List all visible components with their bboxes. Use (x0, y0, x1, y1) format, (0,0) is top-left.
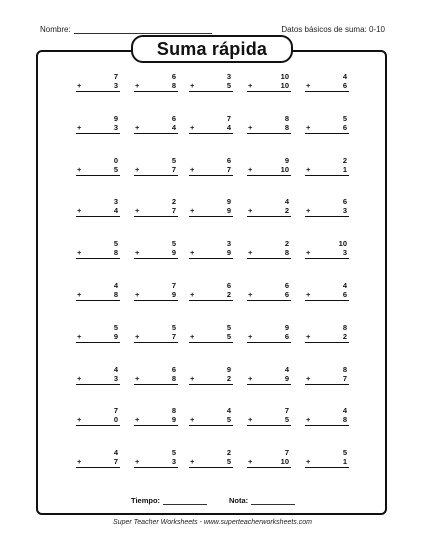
addend-top: 5 (171, 239, 176, 249)
addend-bottom: 10 (280, 81, 289, 90)
plus-sign: + (248, 373, 253, 383)
problem-9-3 (189, 406, 233, 428)
name-field[interactable] (40, 25, 212, 34)
plus-sign: + (190, 122, 195, 132)
plus-sign: + (190, 457, 195, 467)
addend-top: 5 (113, 322, 118, 332)
addend-bottom: 9 (171, 415, 176, 425)
addend-bottom: 8 (113, 290, 118, 299)
plus-sign: + (77, 164, 82, 174)
problem-3-2 (134, 156, 178, 178)
addend-bottom: 1 (342, 164, 347, 174)
plus-sign: + (306, 248, 311, 258)
addend-top: 7 (113, 406, 118, 416)
problem-7-2 (134, 323, 178, 345)
addend-bottom: 2 (226, 373, 231, 383)
addend-bottom-row (189, 81, 233, 92)
problem-6-5 (305, 281, 349, 303)
addend-bottom-row (76, 332, 120, 343)
problem-5-4 (247, 239, 291, 261)
plus-sign: + (77, 248, 82, 258)
plus-sign: + (190, 206, 195, 216)
problem-1-1 (76, 72, 120, 94)
problem-3-1 (76, 156, 120, 178)
addend-bottom: 9 (226, 248, 231, 258)
addend-top: 4 (342, 281, 347, 290)
addend-bottom-row (305, 374, 349, 385)
plus-sign: + (190, 81, 195, 90)
problem-6-3 (189, 281, 233, 303)
addend-top: 5 (171, 155, 176, 165)
addend-bottom-row (76, 290, 120, 301)
addend-bottom-row (189, 290, 233, 301)
addend-bottom: 4 (113, 206, 118, 216)
addend-bottom: 4 (171, 122, 176, 132)
addend-bottom: 6 (342, 290, 347, 299)
addend-bottom: 9 (226, 206, 231, 216)
addend-top: 6 (171, 364, 176, 374)
addend-bottom-row (305, 123, 349, 134)
problem-7-4 (247, 323, 291, 345)
grade-line[interactable] (251, 497, 295, 505)
addend-top: 5 (113, 239, 118, 249)
addend-top: 9 (284, 322, 289, 332)
time-line[interactable] (163, 497, 207, 505)
plus-sign: + (135, 122, 140, 132)
addend-bottom-row (76, 123, 120, 134)
plus-sign: + (135, 81, 140, 90)
addend-bottom: 1 (342, 457, 347, 467)
addend-top: 7 (113, 72, 118, 81)
addend-bottom: 8 (171, 81, 176, 90)
addend-bottom-row (134, 332, 178, 343)
addend-bottom: 9 (113, 331, 118, 341)
addend-top: 4 (284, 364, 289, 374)
problem-1-4 (247, 72, 291, 94)
addend-bottom-row (189, 332, 233, 343)
addend-bottom: 5 (284, 415, 289, 425)
addend-bottom: 4 (226, 122, 231, 132)
addend-bottom-row (189, 248, 233, 259)
addend-bottom: 9 (171, 290, 176, 299)
addend-bottom: 5 (226, 331, 231, 341)
plus-sign: + (135, 415, 140, 425)
addend-top: 4 (284, 197, 289, 207)
addend-bottom-row (305, 206, 349, 217)
addend-top: 8 (171, 406, 176, 416)
addend-top: 3 (226, 72, 231, 81)
addend-top: 4 (113, 281, 118, 290)
problem-5-2 (134, 239, 178, 261)
addend-bottom-row (134, 374, 178, 385)
addend-top: 4 (226, 406, 231, 416)
addend-top: 9 (226, 364, 231, 374)
addend-bottom: 2 (284, 206, 289, 216)
addend-bottom: 8 (113, 248, 118, 258)
addend-top: 7 (171, 281, 176, 290)
plus-sign: + (248, 290, 253, 299)
problem-10-3 (189, 448, 233, 470)
problem-10-4 (247, 448, 291, 470)
addend-top: 6 (226, 281, 231, 290)
plus-sign: + (248, 331, 253, 341)
addend-top: 2 (342, 155, 347, 165)
addend-top: 5 (171, 322, 176, 332)
addend-bottom-row (247, 290, 291, 301)
problem-5-3 (189, 239, 233, 261)
addend-top: 2 (171, 197, 176, 207)
plus-sign: + (248, 164, 253, 174)
addend-bottom-row (134, 81, 178, 92)
plus-sign: + (306, 331, 311, 341)
addend-bottom-row (76, 81, 120, 92)
plus-sign: + (306, 373, 311, 383)
plus-sign: + (306, 206, 311, 216)
problem-6-4 (247, 281, 291, 303)
addend-bottom-row (305, 457, 349, 468)
addend-top: 6 (226, 155, 231, 165)
problem-2-2 (134, 114, 178, 136)
addend-bottom: 6 (342, 81, 347, 90)
addend-bottom-row (305, 81, 349, 92)
addend-bottom-row (247, 415, 291, 426)
worksheet-subtitle: Datos básicos de suma: 0-10 (281, 25, 385, 34)
addend-top: 4 (113, 448, 118, 458)
addend-bottom-row (134, 290, 178, 301)
plus-sign: + (248, 457, 253, 467)
problem-8-4 (247, 365, 291, 387)
problem-2-5 (305, 114, 349, 136)
addend-bottom: 0 (113, 415, 118, 425)
plus-sign: + (135, 331, 140, 341)
plus-sign: + (248, 248, 253, 258)
problem-5-1 (76, 239, 120, 261)
addend-top: 9 (226, 197, 231, 207)
plus-sign: + (77, 331, 82, 341)
problem-4-4 (247, 197, 291, 219)
plus-sign: + (77, 373, 82, 383)
plus-sign: + (135, 373, 140, 383)
addend-bottom: 3 (113, 373, 118, 383)
addend-bottom-row (247, 81, 291, 92)
problem-5-5 (305, 239, 349, 261)
plus-sign: + (190, 415, 195, 425)
addend-bottom: 5 (226, 457, 231, 467)
problem-8-2 (134, 365, 178, 387)
addend-top: 9 (284, 155, 289, 165)
addend-bottom: 8 (284, 122, 289, 132)
addend-top: 8 (342, 322, 347, 332)
problem-7-3 (189, 323, 233, 345)
addend-bottom-row (247, 332, 291, 343)
problem-10-5 (305, 448, 349, 470)
name-label: Nombre: (40, 25, 71, 34)
grade-field[interactable] (229, 496, 295, 505)
problem-2-4 (247, 114, 291, 136)
plus-sign: + (77, 81, 82, 90)
plus-sign: + (248, 81, 253, 90)
plus-sign: + (77, 290, 82, 299)
problem-3-4 (247, 156, 291, 178)
plus-sign: + (135, 290, 140, 299)
addend-bottom-row (134, 206, 178, 217)
addend-top: 3 (113, 197, 118, 207)
addend-bottom: 6 (284, 290, 289, 299)
plus-sign: + (77, 415, 82, 425)
addend-top: 2 (284, 239, 289, 249)
problem-2-3 (189, 114, 233, 136)
plus-sign: + (306, 164, 311, 174)
plus-sign: + (135, 164, 140, 174)
problem-3-3 (189, 156, 233, 178)
addend-bottom-row (76, 457, 120, 468)
addend-bottom-row (189, 165, 233, 176)
addend-bottom: 7 (171, 164, 176, 174)
addend-bottom: 10 (280, 457, 289, 467)
problem-4-5 (305, 197, 349, 219)
addend-bottom-row (247, 165, 291, 176)
plus-sign: + (306, 415, 311, 425)
addend-top: 10 (338, 239, 347, 249)
addend-bottom: 6 (284, 331, 289, 341)
problem-7-5 (305, 323, 349, 345)
addend-top: 7 (226, 113, 231, 123)
problem-8-1 (76, 365, 120, 387)
addend-bottom-row (76, 415, 120, 426)
plus-sign: + (306, 81, 311, 90)
addend-bottom: 3 (342, 206, 347, 216)
problem-10-2 (134, 448, 178, 470)
plus-sign: + (248, 415, 253, 425)
problem-4-3 (189, 197, 233, 219)
plus-sign: + (190, 164, 195, 174)
addend-bottom-row (189, 415, 233, 426)
addend-bottom-row (305, 332, 349, 343)
addend-bottom-row (305, 165, 349, 176)
addend-bottom-row (134, 123, 178, 134)
plus-sign: + (306, 290, 311, 299)
plus-sign: + (77, 122, 82, 132)
addend-top: 7 (284, 448, 289, 458)
addend-bottom: 3 (171, 457, 176, 467)
addend-bottom-row (134, 457, 178, 468)
addend-bottom: 8 (171, 373, 176, 383)
problem-9-5 (305, 406, 349, 428)
problem-10-1 (76, 448, 120, 470)
problem-4-1 (76, 197, 120, 219)
addend-bottom-row (305, 290, 349, 301)
time-label: Tiempo: (131, 496, 161, 505)
addend-bottom: 5 (226, 415, 231, 425)
addend-bottom-row (76, 165, 120, 176)
addend-top: 6 (171, 72, 176, 81)
addend-top: 4 (342, 72, 347, 81)
plus-sign: + (248, 206, 253, 216)
addend-bottom-row (247, 123, 291, 134)
addend-top: 4 (342, 406, 347, 416)
addend-bottom: 7 (171, 206, 176, 216)
plus-sign: + (77, 206, 82, 216)
addend-top: 5 (342, 113, 347, 123)
addend-bottom-row (247, 457, 291, 468)
addend-top: 3 (226, 239, 231, 249)
addend-bottom: 7 (171, 331, 176, 341)
problem-2-1 (76, 114, 120, 136)
plus-sign: + (190, 290, 195, 299)
addend-bottom: 7 (342, 373, 347, 383)
addend-bottom: 7 (113, 457, 118, 467)
problem-6-1 (76, 281, 120, 303)
addend-top: 4 (113, 364, 118, 374)
addend-bottom: 9 (284, 373, 289, 383)
grade-label: Nota: (229, 496, 249, 505)
addend-bottom-row (247, 374, 291, 385)
addend-bottom-row (305, 248, 349, 259)
addend-bottom-row (189, 457, 233, 468)
problem-3-5 (305, 156, 349, 178)
addend-bottom-row (247, 248, 291, 259)
addend-bottom: 9 (171, 248, 176, 258)
addend-bottom: 7 (226, 164, 231, 174)
addend-bottom: 3 (113, 81, 118, 90)
problem-1-5 (305, 72, 349, 94)
credit-line: Super Teacher Worksheets - www.superteacherworksheets.com (113, 519, 312, 526)
problem-6-2 (134, 281, 178, 303)
problem-8-3 (189, 365, 233, 387)
addend-top: 0 (113, 155, 118, 165)
addend-top: 5 (171, 448, 176, 458)
plus-sign: + (248, 122, 253, 132)
addend-top: 6 (342, 197, 347, 207)
addend-top: 9 (113, 113, 118, 123)
addend-bottom: 2 (342, 331, 347, 341)
addend-bottom: 6 (342, 122, 347, 132)
addend-bottom-row (189, 374, 233, 385)
name-line[interactable] (74, 25, 212, 34)
addend-bottom-row (134, 415, 178, 426)
plus-sign: + (135, 457, 140, 467)
addend-top: 2 (226, 448, 231, 458)
addend-bottom-row (189, 206, 233, 217)
addend-bottom-row (305, 415, 349, 426)
time-field[interactable] (131, 496, 207, 505)
addend-bottom: 3 (113, 122, 118, 132)
addend-bottom-row (134, 165, 178, 176)
problem-9-1 (76, 406, 120, 428)
addend-bottom: 8 (284, 248, 289, 258)
addend-bottom: 5 (226, 81, 231, 90)
addend-top: 5 (226, 322, 231, 332)
addend-bottom: 3 (342, 248, 347, 258)
addend-bottom: 2 (226, 290, 231, 299)
problem-1-3 (189, 72, 233, 94)
plus-sign: + (190, 331, 195, 341)
addend-top: 8 (342, 364, 347, 374)
addend-top: 5 (342, 448, 347, 458)
plus-sign: + (135, 248, 140, 258)
plus-sign: + (135, 206, 140, 216)
problem-8-5 (305, 365, 349, 387)
plus-sign: + (77, 457, 82, 467)
addend-bottom-row (134, 248, 178, 259)
problem-4-2 (134, 197, 178, 219)
problem-1-2 (134, 72, 178, 94)
plus-sign: + (306, 457, 311, 467)
plus-sign: + (306, 122, 311, 132)
addend-top: 6 (284, 281, 289, 290)
addend-bottom: 8 (342, 415, 347, 425)
addend-bottom-row (76, 374, 120, 385)
addend-bottom: 10 (280, 164, 289, 174)
problem-9-2 (134, 406, 178, 428)
addend-top: 8 (284, 113, 289, 123)
addend-top: 7 (284, 406, 289, 416)
addend-top: 6 (171, 113, 176, 123)
worksheet-title: Suma rápida (131, 35, 293, 63)
addend-bottom-row (189, 123, 233, 134)
problem-7-1 (76, 323, 120, 345)
addend-top: 10 (280, 72, 289, 81)
plus-sign: + (190, 373, 195, 383)
addend-bottom-row (247, 206, 291, 217)
addend-bottom-row (76, 206, 120, 217)
plus-sign: + (190, 248, 195, 258)
addend-bottom: 5 (113, 164, 118, 174)
problem-9-4 (247, 406, 291, 428)
addend-bottom-row (76, 248, 120, 259)
